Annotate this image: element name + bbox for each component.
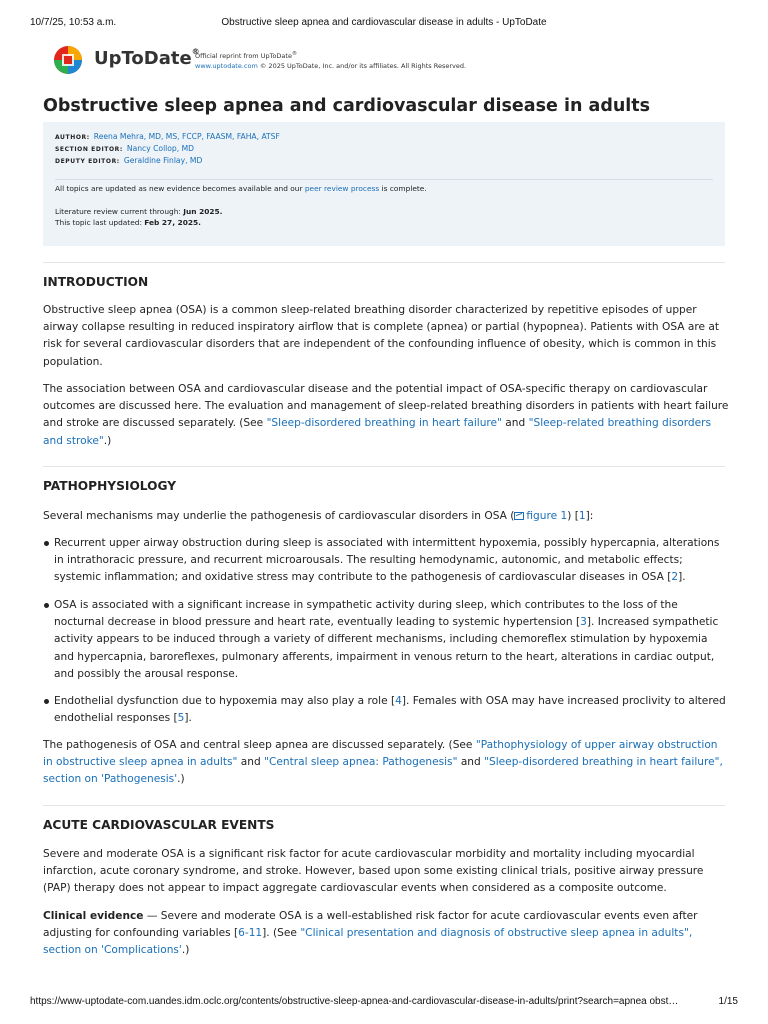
reprint-notice: Official reprint from UpToDate® www.uptodate.com © 2025 UpToDate, Inc. and/or its affiliates. All Rights Reserved. bbox=[195, 51, 467, 71]
bullet-icon bbox=[44, 541, 49, 546]
introduction-paragraph-1: Obstructive sleep apnea (OSA) is a common sleep-related breathing disorder characterized by repetitive episodes of upper airway collapse resulting in reduced inspiratory airflow that is complete (apnea) or partial (hypopnea). Patients with OSA are at risk for several cardiovascular disorders that are independent of the confounding influence of obesity, which is common in this population. bbox=[43, 304, 720, 368]
stroke-link[interactable]: "Sleep-related breathing disorders and stroke" bbox=[43, 417, 711, 447]
print-datetime: 10/7/25, 10:53 a.m. bbox=[30, 17, 117, 28]
introduction-paragraph-2: The association between OSA and cardiovascular disease and the potential impact of OSA-specific therapy on cardiovascular outcomes are discussed here. The evaluation and management of sleep-related breathing disorders in patients with heart failure and stroke are discussed separately. (See "Sleep-disordered breathing in heart failure" and "Sleep-related breathing disorders and stroke".) bbox=[43, 383, 729, 447]
list-item: Recurrent upper airway obstruction during sleep is associated with intermittent hypoxemia, possibly hypercapnia, alterations in intrathoracic pressure, and recurrent microarousals. The resulting hemodynamic, autonomic, and metabolic effects; systemic inflammation; and oxidative stress may contribute to the pathogenesis of cardiovascular diseases in OSA [2]. bbox=[54, 537, 720, 584]
print-header bbox=[30, 17, 738, 31]
last-updated-date: This topic last updated: Feb 27, 2025. bbox=[55, 218, 201, 227]
figure-1-link[interactable]: figure 1 bbox=[514, 510, 567, 522]
author-line: AUTHOR: Reena Mehra, MD, MS, FCCP, FAASM, FAHA, ATSF bbox=[55, 132, 280, 141]
section-divider bbox=[43, 262, 725, 263]
reference-link[interactable]: 2 bbox=[671, 571, 679, 584]
uptodate-logo-icon bbox=[53, 45, 83, 75]
central-apnea-link[interactable]: "Central sleep apnea: Pathogenesis" bbox=[264, 756, 458, 769]
peer-review-link[interactable]: peer review process bbox=[304, 184, 380, 193]
list-item: OSA is associated with a significant increase in sympathetic activity during sleep, which contributes to the loss of the nocturnal decrease in blood pressure and heart rate, eventually leading to systemic hypertension [3]. Increased sympathetic activity appears to be induced through a variety of different mechanisms, including chemoreflex stimulation by hypoxemia and hypercapnia, baroreflexes, pulmonary afferents, impairment in venous return to the heart, alterations in cardiac output, and possibly the arousal response. bbox=[54, 599, 719, 680]
author-link[interactable]: Reena Mehra, MD, MS, FCCP, FAASM, FAHA, ATSF bbox=[93, 132, 280, 141]
section-editor-link[interactable]: Nancy Collop, MD bbox=[126, 144, 194, 153]
print-url: https://www-uptodate-com.uandes.idm.oclc.org/contents/obstructive-sleep-apnea-and-cardiovascular-disease-in-adults/print?search=apnea obst… bbox=[30, 996, 679, 1007]
reference-link[interactable]: 3 bbox=[580, 616, 587, 629]
osa-complications-link[interactable]: "Clinical presentation and diagnosis of obstructive sleep apnea in adults", section on 'Complications' bbox=[43, 927, 693, 957]
deputy-editor-link[interactable]: Geraldine Finlay, MD bbox=[123, 156, 203, 165]
reference-link[interactable]: 5 bbox=[177, 712, 185, 725]
info-divider bbox=[55, 179, 713, 180]
pathophysiology-paragraph: The pathogenesis of OSA and central sleep apnea are discussed separately. (See "Pathophysiology of upper airway obstruction in obstructive sleep apnea in adults" and "Central sleep apnea: Pathogenesis" and "Sleep-disordered breathing in heart failure", section on 'Pathogenesis'.) bbox=[43, 739, 723, 786]
uptodate-link[interactable]: www.uptodate.com bbox=[195, 62, 258, 71]
brand-name: UpToDate® bbox=[94, 47, 200, 69]
pathophysiology-heading: PATHOPHYSIOLOGY bbox=[43, 479, 177, 493]
heart-failure-link[interactable]: "Sleep-disordered breathing in heart failure" bbox=[266, 417, 502, 430]
reference-link[interactable]: 1 bbox=[578, 510, 586, 522]
topic-info-box bbox=[43, 122, 725, 246]
bullet-icon bbox=[44, 699, 49, 704]
page-number: 1/15 bbox=[718, 996, 738, 1007]
update-policy: All topics are updated as new evidence becomes available and our peer review process is complete. bbox=[55, 184, 427, 193]
print-page-title: Obstructive sleep apnea and cardiovascular disease in adults - UpToDate bbox=[221, 17, 547, 28]
bullet-icon bbox=[44, 603, 49, 608]
print-footer bbox=[30, 996, 738, 1010]
introduction-heading: INTRODUCTION bbox=[43, 275, 149, 289]
clinical-evidence-paragraph: Clinical evidence — Severe and moderate OSA is a well-established risk factor for acute cardiovascular events even after adjusting for confounding variables [6-11]. (See "Clinical presentation and diagnosis of obstructive sleep apnea in adults", section on 'Complications'.) bbox=[43, 910, 698, 957]
figure-icon bbox=[514, 512, 524, 520]
section-divider bbox=[43, 466, 725, 467]
list-item: Endothelial dysfunction due to hypoxemia may also play a role [4]. Females with OSA may have increased proclivity to altered endothelial responses [5]. bbox=[54, 695, 726, 725]
heart-failure-pathogenesis-link[interactable]: "Sleep-disordered breathing in heart failure", section on 'Pathogenesis' bbox=[43, 756, 723, 786]
upper-airway-link[interactable]: "Pathophysiology of upper airway obstruction in obstructive sleep apnea in adults" bbox=[43, 739, 718, 769]
deputy-editor-line: DEPUTY EDITOR: Geraldine Finlay, MD bbox=[55, 156, 203, 165]
section-editor-line: SECTION EDITOR: Nancy Collop, MD bbox=[55, 144, 194, 153]
pathophysiology-lead: Several mechanisms may underlie the pathogenesis of cardiovascular disorders in OSA ( figure 1) [1]: bbox=[43, 510, 594, 522]
clinical-evidence-label: Clinical evidence bbox=[43, 910, 144, 922]
reference-link[interactable]: 6-11 bbox=[238, 927, 263, 940]
acute-events-heading: ACUTE CARDIOVASCULAR EVENTS bbox=[43, 818, 275, 832]
page-title: Obstructive sleep apnea and cardiovascular disease in adults bbox=[43, 96, 651, 116]
section-divider bbox=[43, 805, 725, 806]
reference-link[interactable]: 4 bbox=[395, 695, 402, 707]
literature-review-date: Literature review current through: Jun 2025. bbox=[55, 207, 223, 216]
acute-events-paragraph-1: Severe and moderate OSA is a significant risk factor for acute cardiovascular morbidity and mortality including myocardial infarction, acute coronary syndrome, and stroke. However, based upon some existing clinical trials, positive airway pressure (PAP) therapy does not appear to impact aggregate cardiovascular events when considered as a composite outcome. bbox=[43, 848, 704, 895]
